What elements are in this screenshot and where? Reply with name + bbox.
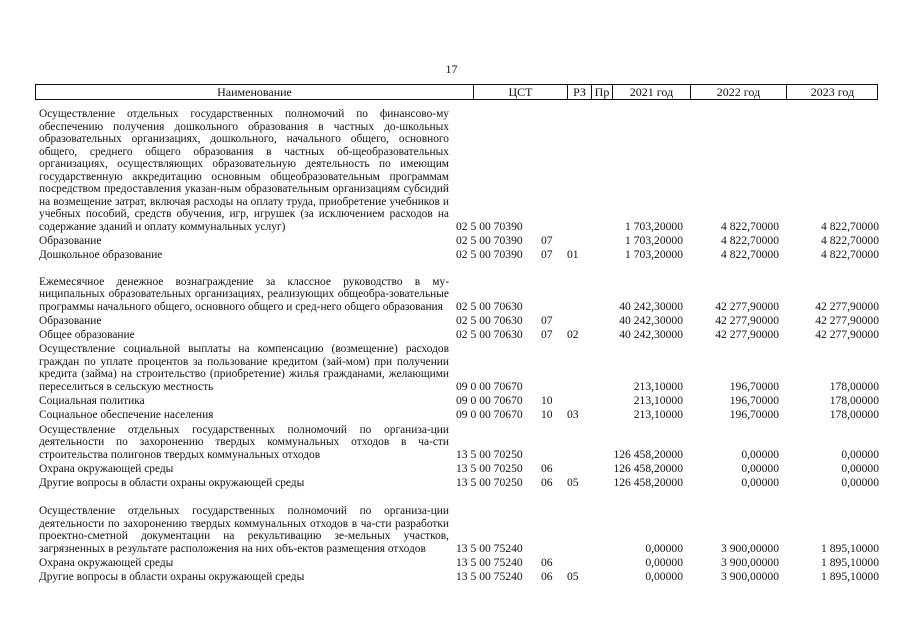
row-cst: 13 5 00 75240	[456, 570, 523, 583]
row-2023: 178,00000	[829, 394, 879, 407]
row-2023: 178,00000	[829, 380, 879, 393]
row-2023: 42 277,90000	[815, 314, 879, 327]
row-rz: 07	[541, 314, 553, 327]
row-2022: 42 277,90000	[715, 314, 779, 327]
header-cst: ЦСТ	[473, 85, 567, 99]
row-name: Охрана окружающей среды	[39, 462, 174, 475]
row-2023: 4 822,70000	[821, 220, 879, 233]
table-row	[35, 461, 878, 475]
row-name: Другие вопросы в области охраны окружающей среды	[39, 476, 305, 489]
row-2023: 178,00000	[829, 408, 879, 421]
row-rz: 10	[541, 408, 553, 421]
row-2023: 1 895,10000	[821, 570, 879, 583]
row-cst: 02 5 00 70630	[456, 300, 523, 313]
row-2021: 40 242,30000	[619, 328, 683, 341]
row-name: Социальное обеспечение населения	[39, 408, 214, 421]
row-rz: 06	[541, 570, 553, 583]
row-2021: 0,00000	[645, 556, 683, 569]
table-row	[35, 327, 878, 341]
row-2021: 213,10000	[633, 394, 683, 407]
row-2021: 213,10000	[633, 380, 683, 393]
row-name: Охрана окружающей среды	[39, 556, 174, 569]
table-row	[35, 421, 878, 461]
row-cst: 02 5 00 70630	[456, 314, 523, 327]
table-row	[35, 341, 878, 393]
table-body	[35, 103, 878, 623]
row-rz: 06	[541, 556, 553, 569]
row-name: Ежемесячное денежное вознаграждение за классное руководство в му-ниципальных образовательных организациях, реализующих общеобра-зовательные программы начального общего, основного общего и сред-него общего образования	[39, 275, 449, 313]
row-name: Дошкольное образование	[39, 248, 163, 261]
table-row	[35, 475, 878, 489]
row-2022: 196,70000	[729, 394, 779, 407]
header-rz: РЗ	[567, 85, 591, 99]
row-2022: 3 900,00000	[721, 556, 779, 569]
table-header	[35, 84, 878, 100]
row-rz: 07	[541, 248, 553, 261]
table-row	[35, 489, 878, 555]
row-pr: 02	[567, 328, 579, 341]
row-name: Осуществление отдельных государственных полномочий по организа-ции деятельности по захоронению твердых коммунальных отходов в ча-сти строительства полигонов твердых коммунальных отходов	[39, 423, 449, 461]
row-2022: 0,00000	[741, 462, 779, 475]
row-name: Социальная политика	[39, 394, 145, 407]
table-row	[35, 103, 878, 233]
row-pr: 01	[567, 248, 579, 261]
header-name: Наименование	[217, 85, 292, 99]
row-2022: 196,70000	[729, 408, 779, 421]
row-cst: 13 5 00 75240	[456, 542, 523, 555]
header-2021: 2021 год	[612, 85, 690, 99]
row-name: Образование	[39, 234, 102, 247]
row-name: Осуществление отдельных государственных полномочий по организа-ции деятельности по захоронению твердых коммунальных отходов в ча-сти разработки проектно-сметной документации на рекультивацию зе-мельных участков, загрязненных в результате расположения на них объ-ектов размещения отходов	[39, 505, 449, 555]
table-row	[35, 247, 878, 261]
row-cst: 13 5 00 75240	[456, 556, 523, 569]
row-2022: 0,00000	[741, 448, 779, 461]
row-cst: 02 5 00 70390	[456, 248, 523, 261]
table-row	[35, 393, 878, 407]
row-2021: 0,00000	[645, 542, 683, 555]
row-name: Осуществление социальной выплаты на компенсацию (возмещение) расходов граждан по уплате процентов за пользование кредитом (зай-мом) при получении кредита (займа) на строительство (приобретение) жилья гражданами, желающими переселиться в сельскую местность	[39, 343, 449, 393]
row-pr: 05	[567, 476, 579, 489]
row-name: Другие вопросы в области охраны окружающей среды	[39, 570, 305, 583]
row-2022: 3 900,00000	[721, 542, 779, 555]
row-name: Образование	[39, 314, 102, 327]
row-2022: 42 277,90000	[715, 300, 779, 313]
row-pr: 03	[567, 408, 579, 421]
row-name: Общее образование	[39, 328, 135, 341]
row-2023: 4 822,70000	[821, 234, 879, 247]
row-2022: 4 822,70000	[721, 248, 779, 261]
row-rz: 07	[541, 234, 553, 247]
row-2023: 4 822,70000	[821, 248, 879, 261]
row-2023: 42 277,90000	[815, 300, 879, 313]
row-name: Осуществление отдельных государственных полномочий по финансово-му обеспечению получения дошкольного образования в частных до-школьных образовательных организациях, дошкольного, начального общего, основного общего, среднего общего образования в частных об-щеобразовательных организациях, осуществляющих образовательную деятельность по имеющим государственную аккредитацию основным общеобразовательным программам посредством предоставления указан-ным образовательным организациям субсидий на возмещение затрат, включая расходы на оплату труда, приобретение учебников и учебных пособий, средств обучения, игр, игрушек (за исключением расходов на содержание зданий и оплату коммунальных услуг)	[39, 108, 449, 233]
row-2021: 40 242,30000	[619, 300, 683, 313]
row-2022: 0,00000	[741, 476, 779, 489]
row-cst: 13 5 00 70250	[456, 462, 523, 475]
row-2023: 1 895,10000	[821, 556, 879, 569]
row-rz: 06	[541, 462, 553, 475]
row-cst: 02 5 00 70390	[456, 234, 523, 247]
row-2022: 3 900,00000	[721, 570, 779, 583]
page-number: 17	[445, 62, 458, 76]
row-2023: 1 895,10000	[821, 542, 879, 555]
row-cst: 13 5 00 70250	[456, 476, 523, 489]
table-row	[35, 569, 878, 583]
table-row	[35, 407, 878, 421]
row-pr: 05	[567, 570, 579, 583]
table-row	[35, 261, 878, 313]
row-2022: 42 277,90000	[715, 328, 779, 341]
row-2021: 213,10000	[633, 408, 683, 421]
row-2021: 1 703,20000	[625, 220, 683, 233]
row-2021: 40 242,30000	[619, 314, 683, 327]
row-2021: 0,00000	[645, 570, 683, 583]
table-row	[35, 233, 878, 247]
row-2023: 0,00000	[841, 448, 879, 461]
row-2021: 126 458,20000	[613, 462, 683, 475]
row-2021: 1 703,20000	[625, 248, 683, 261]
row-rz: 10	[541, 394, 553, 407]
row-2022: 4 822,70000	[721, 234, 779, 247]
row-2021: 126 458,20000	[613, 476, 683, 489]
row-2023: 42 277,90000	[815, 328, 879, 341]
row-cst: 13 5 00 70250	[456, 448, 523, 461]
table-row	[35, 555, 878, 569]
row-rz: 06	[541, 476, 553, 489]
row-cst: 09 0 00 70670	[456, 394, 523, 407]
row-2022: 4 822,70000	[721, 220, 779, 233]
row-2023: 0,00000	[841, 462, 879, 475]
row-2022: 196,70000	[729, 380, 779, 393]
row-2021: 126 458,20000	[613, 448, 683, 461]
row-rz: 07	[541, 328, 553, 341]
row-cst: 02 5 00 70390	[456, 220, 523, 233]
row-cst: 09 0 00 70670	[456, 408, 523, 421]
row-cst: 02 5 00 70630	[456, 328, 523, 341]
header-pr: Пр	[591, 85, 612, 99]
table-row	[35, 313, 878, 327]
row-2023: 0,00000	[841, 476, 879, 489]
row-cst: 09 0 00 70670	[456, 380, 523, 393]
header-2023: 2023 год	[786, 85, 878, 99]
header-2022: 2022 год	[690, 85, 786, 99]
row-2021: 1 703,20000	[625, 234, 683, 247]
